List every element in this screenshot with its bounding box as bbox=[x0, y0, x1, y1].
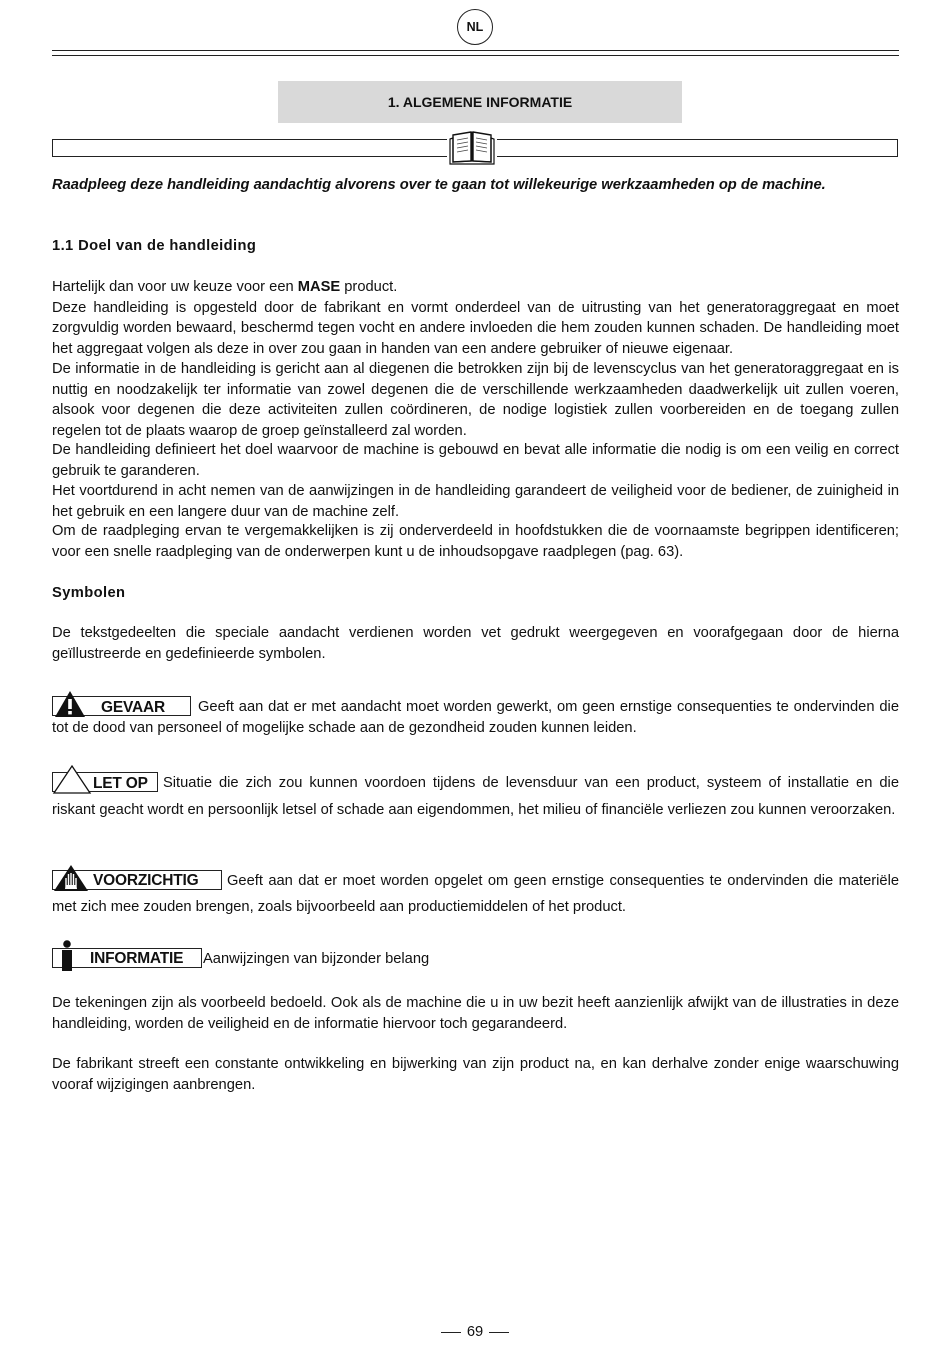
page-footer bbox=[0, 1324, 950, 1340]
brand-name: MASE bbox=[297, 279, 341, 295]
voorzichtig-text: Geeft aan dat er moet worden opgelet om geen ernstige consequenties te ondervinden die materiële met zich mee zouden brengen, zoals bijvoorbeeld aan productiemiddelen of het product. bbox=[52, 873, 899, 915]
gevaar-label: GEVAAR bbox=[101, 699, 165, 716]
language-badge: NL bbox=[457, 9, 493, 45]
gevaar-text: Geeft aan dat er met aandacht moet worden gewerkt, om geen ernstige consequenties te ondervinden die tot de dood van personeel of mogelijke schade aan de gezondheid zouden kunnen leiden. bbox=[52, 699, 899, 736]
thanks-after: product. bbox=[340, 279, 398, 295]
gevaar-block bbox=[52, 690, 899, 742]
header-rule-top bbox=[52, 50, 899, 51]
voorzichtig-label: VOORZICHTIG bbox=[93, 872, 199, 889]
letop-text-content: Situatie die zich zou kunnen voordoen tijdens de levensduur van een product, systeem of installatie en die riskant geacht wordt en persoonlijk letsel of schade aan eigendommen, het milieu of financiële verliezen zou kunnen veroorzaken. bbox=[52, 775, 899, 818]
footer-dash-left bbox=[441, 1332, 461, 1333]
section-title: 1. ALGEMENE INFORMATIE bbox=[278, 81, 682, 123]
body-paragraph: Om de raadpleging ervan te vergemakkelijken is zij onderverdeeld in hoofdstukken die de voornaamste begrippen identificeren; voor een snelle raadpleging van de onderwerpen kunt u de inhoudsopgave raadplegen (pag. 63). bbox=[52, 523, 899, 560]
intro-text: Raadpleeg deze handleiding aandachtig alvorens over te gaan tot willekeurige werkzaamheden op de machine. bbox=[52, 177, 826, 193]
footer-dash-right bbox=[489, 1332, 509, 1333]
body-paragraph: De informatie in de handleiding is gericht aan al diegenen die betrokken zijn bij de levenscyclus van het generatoraggregaat en is nuttig en noodzakelijk ter informatie van zowel degenen die de verschillende werkzaamheden daadwerkelijk uit zullen voeren, alsook voor degenen die deze activiteiten zullen coördineren, de nodige logistiek zullen voorbereiden en de toegang zullen regelen tot de plaats waarop de groep geïnstalleerd zal worden. bbox=[52, 361, 899, 439]
thanks-line bbox=[52, 277, 899, 298]
closing-paragraph: De fabrikant streeft een constante ontwikkeling en bijwerking van zijn product na, en kan derhalve zonder enige waarschuwing vooraf wijzigingen aanbrengen. bbox=[52, 1056, 899, 1093]
informatie-block bbox=[52, 940, 899, 974]
closing-paragraph: De tekeningen zijn als voorbeeld bedoeld. Ook als de machine die u in uw bezit heeft aanzienlijk afwijkt van de illustraties in deze handleiding, worden de veiligheid en de informatie hiervoor toch gegarandeerd. bbox=[52, 995, 899, 1032]
open-book-icon bbox=[447, 127, 497, 165]
thanks-before: Hartelijk dan voor uw keuze voor een bbox=[52, 279, 298, 295]
subsection-heading: 1.1 Doel van de handleiding bbox=[52, 238, 257, 254]
info-i-icon bbox=[58, 940, 76, 972]
page-number: 69 bbox=[466, 1324, 484, 1340]
letop-block bbox=[52, 764, 899, 844]
header-rule-bottom bbox=[52, 55, 899, 56]
letop-text bbox=[52, 770, 899, 823]
informatie-label: INFORMATIE bbox=[90, 950, 184, 967]
body-paragraph: Het voortdurend in acht nemen van de aanwijzingen in de handleiding garandeert de veiligheid voor de bediener, de zuinigheid in het gebruik en een langere duur van de machine zelf. bbox=[52, 483, 899, 520]
voorzichtig-block bbox=[52, 862, 899, 918]
symbols-heading: Symbolen bbox=[52, 585, 126, 601]
body-paragraph: De handleiding definieert het doel waarvoor de machine is gebouwd en bevat alle informatie die nodig is om een veilig en correct gebruik te garanderen. bbox=[52, 442, 899, 479]
letop-label: LET OP bbox=[93, 775, 148, 792]
body-paragraph: Deze handleiding is opgesteld door de fabrikant en vormt onderdeel van de uitrusting van het generatoraggregaat en moet zorgvuldig worden bewaard, beschermd tegen vocht en andere invloeden die hem zouden kunnen schaden. De handleiding moet het aggregaat volgen als deze in over zou gaan in handen van een andere gebruiker of nieuwe eigenaar. bbox=[52, 299, 899, 357]
symbols-intro: De tekstgedeelten die speciale aandacht verdienen worden vet gedrukt weergegeven en voorafgegaan door de hierna geïllustreerde en gedefinieerde symbolen. bbox=[52, 625, 899, 662]
informatie-text: Aanwijzingen van bijzonder belang bbox=[203, 951, 430, 967]
